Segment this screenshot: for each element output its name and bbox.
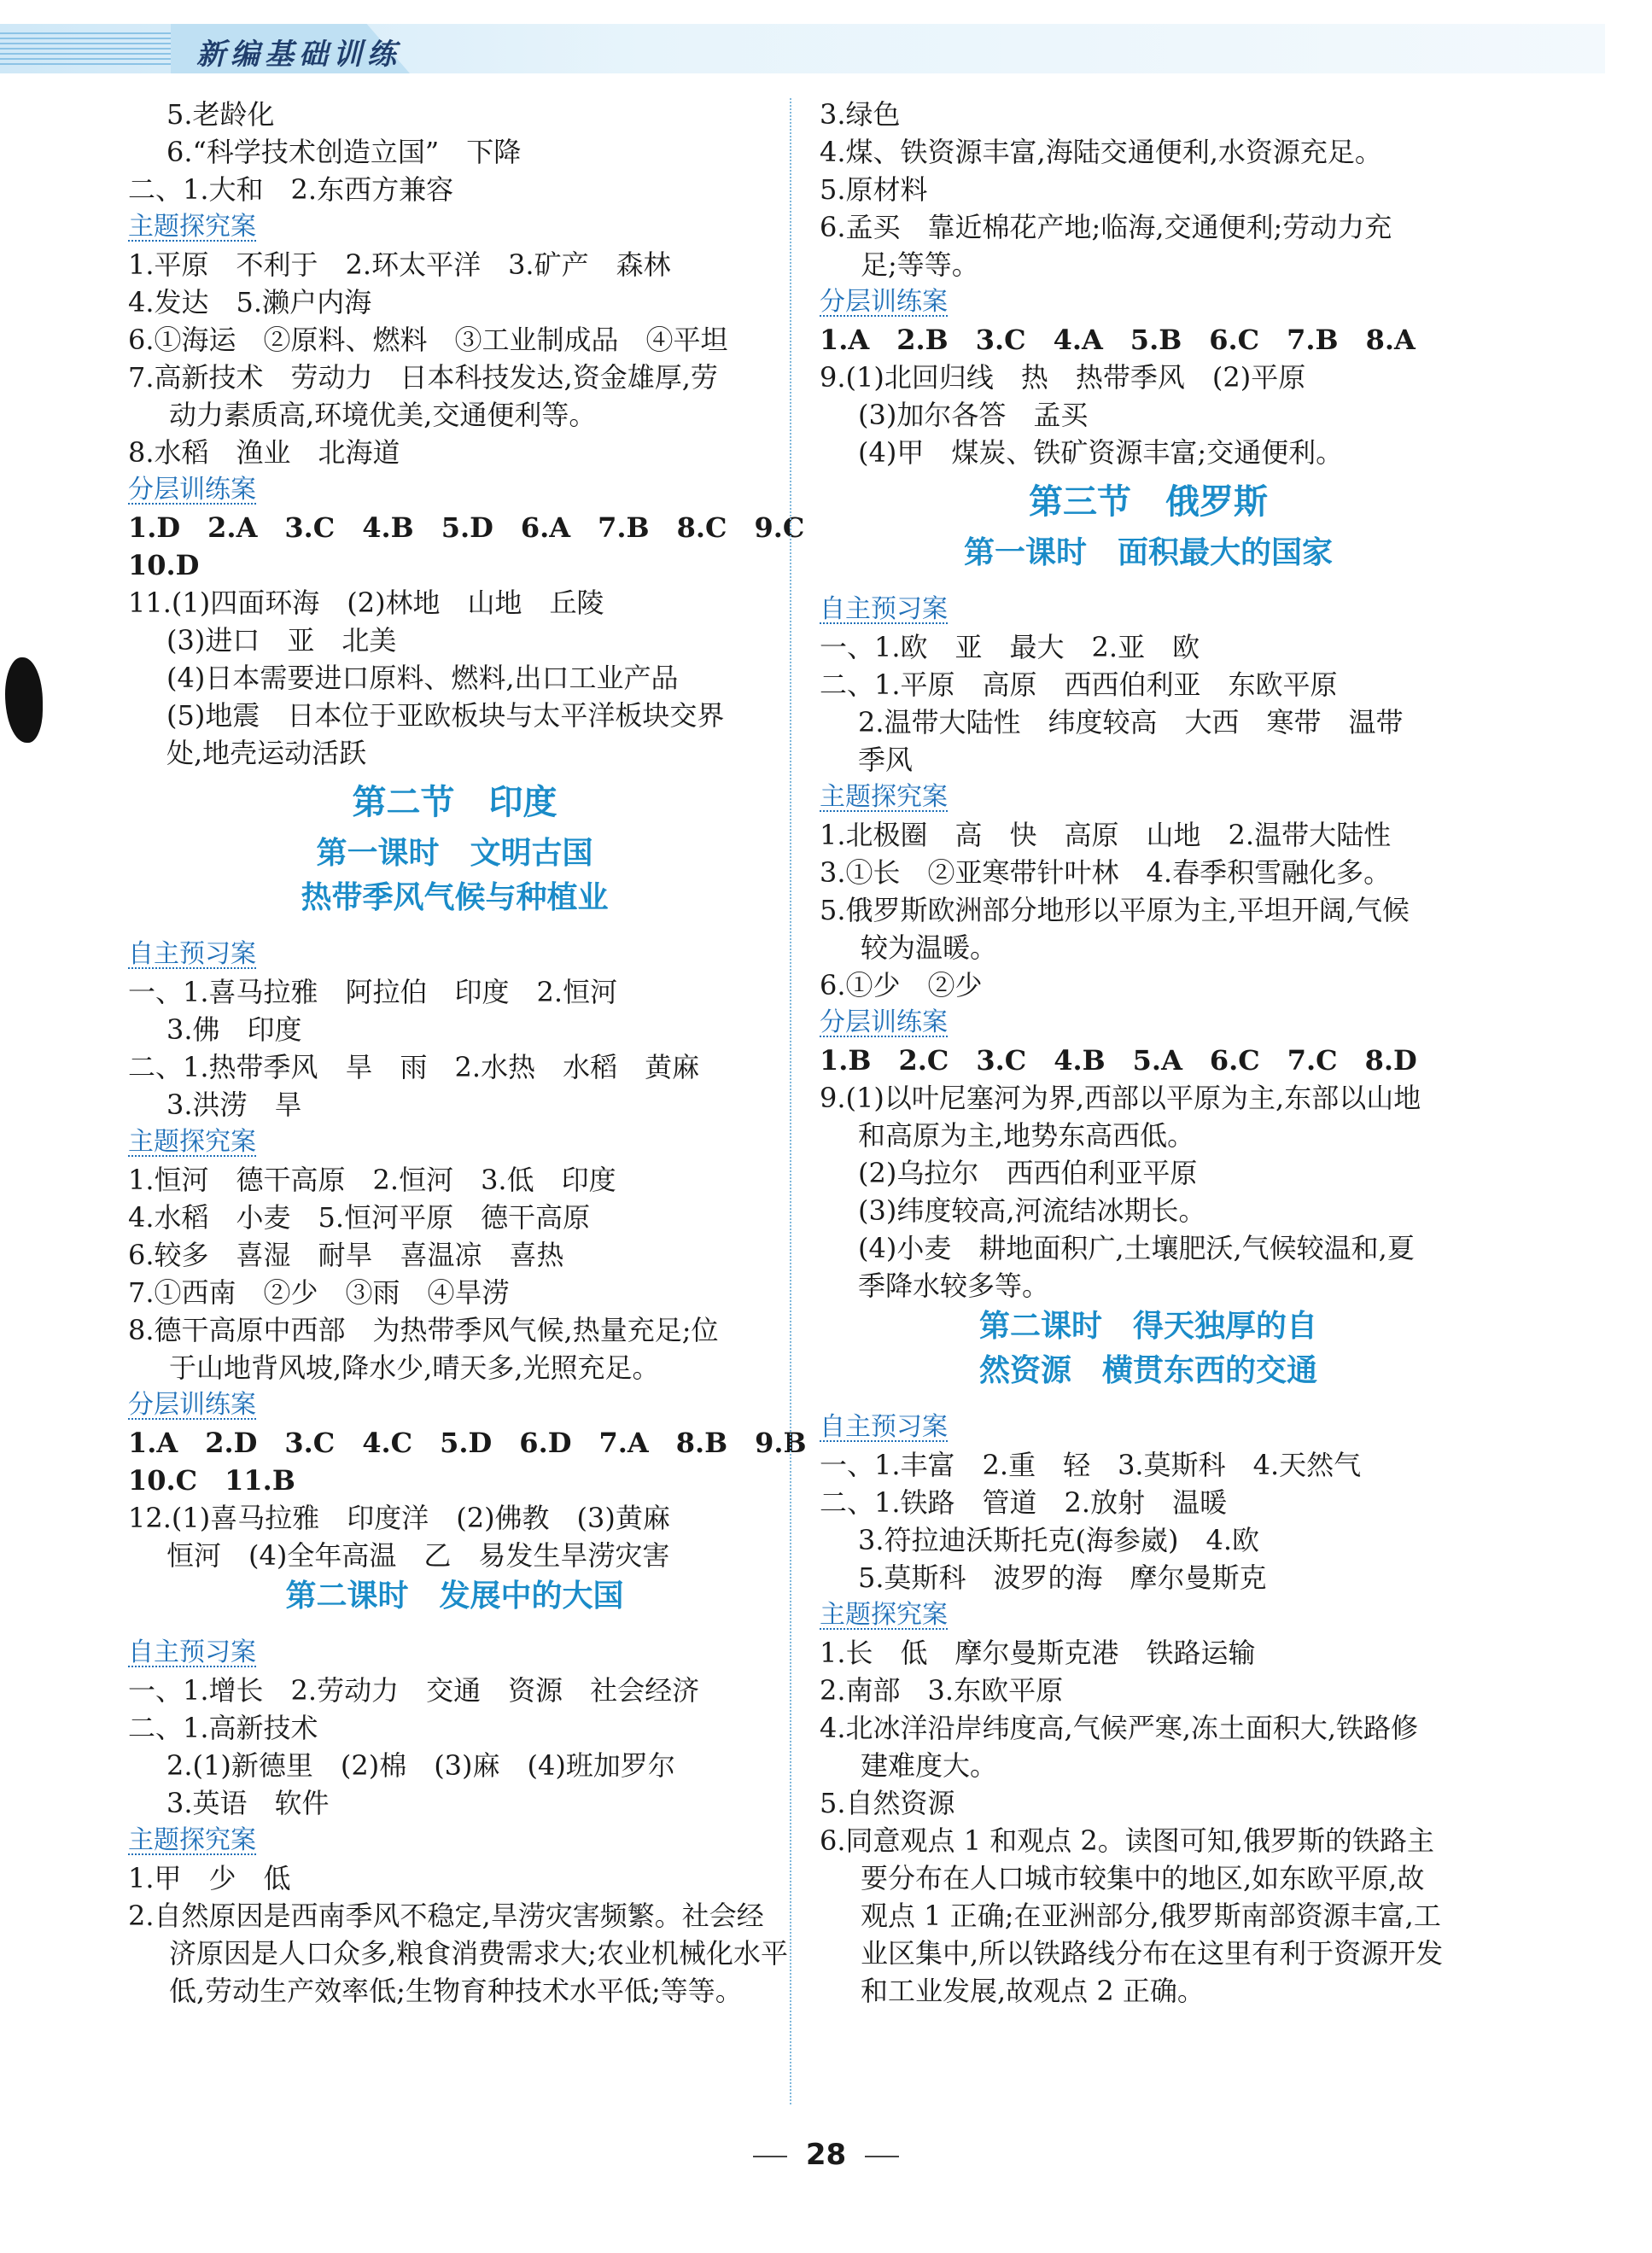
answer-key-line: 1.A 2.B 3.C 4.A 5.B 6.C 7.B 8.A [820,324,1416,356]
answer-line: 二、1.大和 2.东西方兼容 [128,173,454,206]
answer-line: 4.煤、铁资源丰富,海陆交通便利,水资源充足。 [820,136,1382,168]
answer-line: 要分布在人口城市较集中的地区,如东欧平原,故 [861,1862,1425,1894]
lesson-heading: 第一课时 面积最大的国家 [963,535,1333,570]
answer-line: 济原因是人口众多,粮食消费需求大;农业机械化水平 [169,1937,788,1970]
scan-blot [5,657,43,743]
answer-line: 3.符拉迪沃斯托克(海参崴) 4.欧 [858,1524,1260,1556]
answer-line: 1.长 低 摩尔曼斯克港 铁路运输 [820,1637,1256,1669]
answer-line: 5.原材料 [820,173,928,206]
answer-line: 动力素质高,环境优美,交通便利等。 [169,399,597,431]
section-label-row [820,283,1477,321]
answer-line: 3.①长 ②亚寒带针叶林 4.春季积雪融化多。 [820,856,1392,889]
section-label: 自主预习案 [820,1412,948,1442]
answer-line: 2.温带大陆性 纬度较高 大西 寒带 温带 [858,706,1404,738]
column-divider [790,98,791,2104]
answer-key-line: 10.D [128,549,200,581]
header-title: 新编基础训练 [196,38,401,72]
answer-line: 和工业发展,故观点 2 正确。 [861,1975,1205,2007]
answer-line: 6.“科学技术创造立国” 下降 [166,136,522,168]
answer-line: 于山地背风坡,降水少,晴天多,光照充足。 [169,1351,660,1384]
answer-line: (4)甲 煤炭、铁矿资源丰富;交通便利。 [858,436,1344,469]
answer-line: 6.①海运 ②原料、燃料 ③工业制成品 ④平坦 [128,324,728,356]
section-label: 分层训练案 [820,1007,948,1037]
section-label: 分层训练案 [820,287,948,317]
section-label-row [128,471,781,509]
answer-key-line: 1.B 2.C 3.C 4.B 5.A 6.C 7.C 8.D [820,1044,1417,1077]
answer-line: 二、1.热带季风 旱 雨 2.水热 水稻 黄麻 [128,1051,700,1083]
answer-line: 恒河 (4)全年高温 乙 易发生旱涝灾害 [166,1539,670,1572]
spacer [820,575,1477,591]
section-label-row [128,1124,781,1161]
answer-key-line: 10.C 11.B [128,1464,295,1497]
answer-line: 12.(1)喜马拉雅 印度洋 (2)佛教 (3)黄麻 [128,1502,670,1534]
section-label-row [128,208,781,246]
answer-line: 5.莫斯科 波罗的海 摩尔曼斯克 [858,1561,1267,1594]
section-label-row [128,1386,781,1424]
answer-line: 6.①少 ②少 [820,969,983,1001]
lesson-heading: 第二课时 发展中的大国 [285,1579,624,1614]
answer-line: 季降水较多等。 [858,1270,1050,1302]
answer-line: 9.(1)以叶尼塞河为界,西部以平原为主,东部以山地 [820,1082,1421,1114]
lesson-heading: 热带季风气候与种植业 [301,880,609,915]
section-label-row [820,1596,1477,1634]
answer-line: 1.甲 少 低 [128,1862,291,1894]
answer-line: 8.水稻 渔业 北海道 [128,436,400,469]
section-label: 自主预习案 [128,1637,256,1667]
section-label-row [128,1822,781,1859]
answer-line: 11.(1)四面环海 (2)林地 山地 丘陵 [128,587,604,619]
answer-line: 和高原为主,地势东高西低。 [858,1119,1195,1152]
section-label-row [820,591,1477,628]
answer-line: (5)地震 日本位于亚欧板块与太平洋板块交界 [166,699,725,732]
answer-line: 4.北冰洋沿岸纬度高,气候严寒,冻土面积大,铁路修 [820,1712,1419,1744]
answer-line: 二、1.高新技术 [128,1712,318,1744]
answer-line: 一、1.欧 亚 最大 2.亚 欧 [820,631,1200,663]
answer-line: 建难度大。 [861,1749,998,1782]
answer-line: 1.恒河 德干高原 2.恒河 3.低 印度 [128,1164,616,1196]
answer-line: 观点 1 正确;在亚洲部分,俄罗斯南部资源丰富,工 [861,1900,1441,1932]
answer-line: 7.①西南 ②少 ③雨 ④旱涝 [128,1276,510,1309]
answer-line: 3.洪涝 旱 [166,1089,302,1121]
answer-line: (2)乌拉尔 西西伯利亚平原 [858,1157,1198,1189]
answer-line: 3.佛 印度 [166,1013,302,1046]
answer-line: 7.高新技术 劳动力 日本科技发达,资金雄厚,劳 [128,361,718,394]
section-label: 分层训练案 [128,475,256,505]
answer-key-line: 1.D 2.A 3.C 4.B 5.D 6.A 7.B 8.C 9.C [128,511,805,544]
answer-line: (4)小麦 耕地面积广,土壤肥沃,气候较温和,夏 [858,1232,1415,1264]
answer-line: 9.(1)北回归线 热 热带季风 (2)平原 [820,361,1306,394]
section-label-row [820,1004,1477,1042]
lesson-heading: 然资源 横贯东西的交通 [978,1353,1317,1388]
header-stripes [0,32,171,67]
section-heading: 第三节 俄罗斯 [1029,482,1268,522]
answer-line: 3.英语 软件 [166,1787,330,1819]
left-column [128,96,807,2010]
section-label-row [820,779,1477,816]
answer-line: 4.水稻 小麦 5.恒河平原 德干高原 [128,1201,591,1234]
spacer [128,1619,781,1634]
section-heading: 第二节 印度 [352,783,557,822]
answer-line: 6.较多 喜湿 耐旱 喜温凉 喜热 [128,1239,564,1271]
answer-line: 1.北极圈 高 快 高原 山地 2.温带大陆性 [820,819,1392,851]
answer-key-line: 1.A 2.D 3.C 4.C 5.D 6.D 7.A 8.B 9.B [128,1427,807,1459]
answer-line: (3)加尔各答 孟买 [858,399,1089,431]
answer-line: 季风 [858,744,914,776]
right-column [820,96,1477,2010]
section-label: 主题探究案 [128,212,256,242]
answer-line: (4)日本需要进口原料、燃料,出口工业产品 [166,662,679,694]
section-label: 主题探究案 [820,1600,948,1630]
answer-line: 2.自然原因是西南季风不稳定,旱涝灾害频繁。社会经 [128,1900,764,1932]
answer-line: (3)进口 亚 北美 [166,624,397,657]
answer-line: 二、1.铁路 管道 2.放射 温暖 [820,1486,1228,1519]
spacer [128,920,781,936]
answer-line: 5.俄罗斯欧洲部分地形以平原为主,平坦开阔,气候 [820,894,1410,926]
page-number: 28 [0,2138,1652,2172]
section-label: 主题探究案 [128,1127,256,1157]
section-label-row [820,1409,1477,1446]
answer-line: 2.(1)新德里 (2)棉 (3)麻 (4)班加罗尔 [166,1749,675,1782]
answer-line: 一、1.喜马拉雅 阿拉伯 印度 2.恒河 [128,976,618,1008]
answer-line: 8.德干高原中西部 为热带季风气候,热量充足;位 [128,1314,719,1346]
section-label: 主题探究案 [820,782,948,812]
lesson-heading: 第一课时 文明古国 [316,836,593,871]
answer-line: 5.自然资源 [820,1787,955,1819]
section-label: 分层训练案 [128,1390,256,1420]
answer-line: 6.同意观点 1 和观点 2。读图可知,俄罗斯的铁路主 [820,1824,1434,1857]
section-label: 自主预习案 [820,594,948,624]
answer-line: 业区集中,所以铁路线分布在这里有利于资源开发 [861,1937,1444,1970]
spacer [820,1393,1477,1409]
answer-line: 3.绿色 [820,98,901,131]
lesson-heading: 第二课时 得天独厚的自 [978,1309,1317,1344]
answer-line: 1.平原 不利于 2.环太平洋 3.矿产 森林 [128,248,671,281]
answer-line: 一、1.丰富 2.重 轻 3.莫斯科 4.天然气 [820,1449,1362,1481]
answer-line: 6.孟买 靠近棉花产地;临海,交通便利;劳动力充 [820,211,1392,243]
answer-line: 较为温暖。 [861,931,998,964]
answer-line: 一、1.增长 2.劳动力 交通 资源 社会经济 [128,1674,700,1707]
section-label: 主题探究案 [128,1825,256,1855]
answer-line: 处,地壳运动活跃 [166,737,367,769]
answer-line: 二、1.平原 高原 西西伯利亚 东欧平原 [820,668,1338,701]
answer-line: 足;等等。 [861,248,979,281]
section-label: 自主预习案 [128,939,256,969]
section-label-row [128,936,781,973]
answer-line: 4.发达 5.濑户内海 [128,286,372,318]
answer-line: (3)纬度较高,河流结冰期长。 [858,1194,1206,1227]
answer-line: 5.老龄化 [166,98,275,131]
answer-line: 2.南部 3.东欧平原 [820,1674,1064,1707]
section-label-row [128,1634,781,1672]
answer-line: 低,劳动生产效率低;生物育种技术水平低;等等。 [169,1975,743,2007]
